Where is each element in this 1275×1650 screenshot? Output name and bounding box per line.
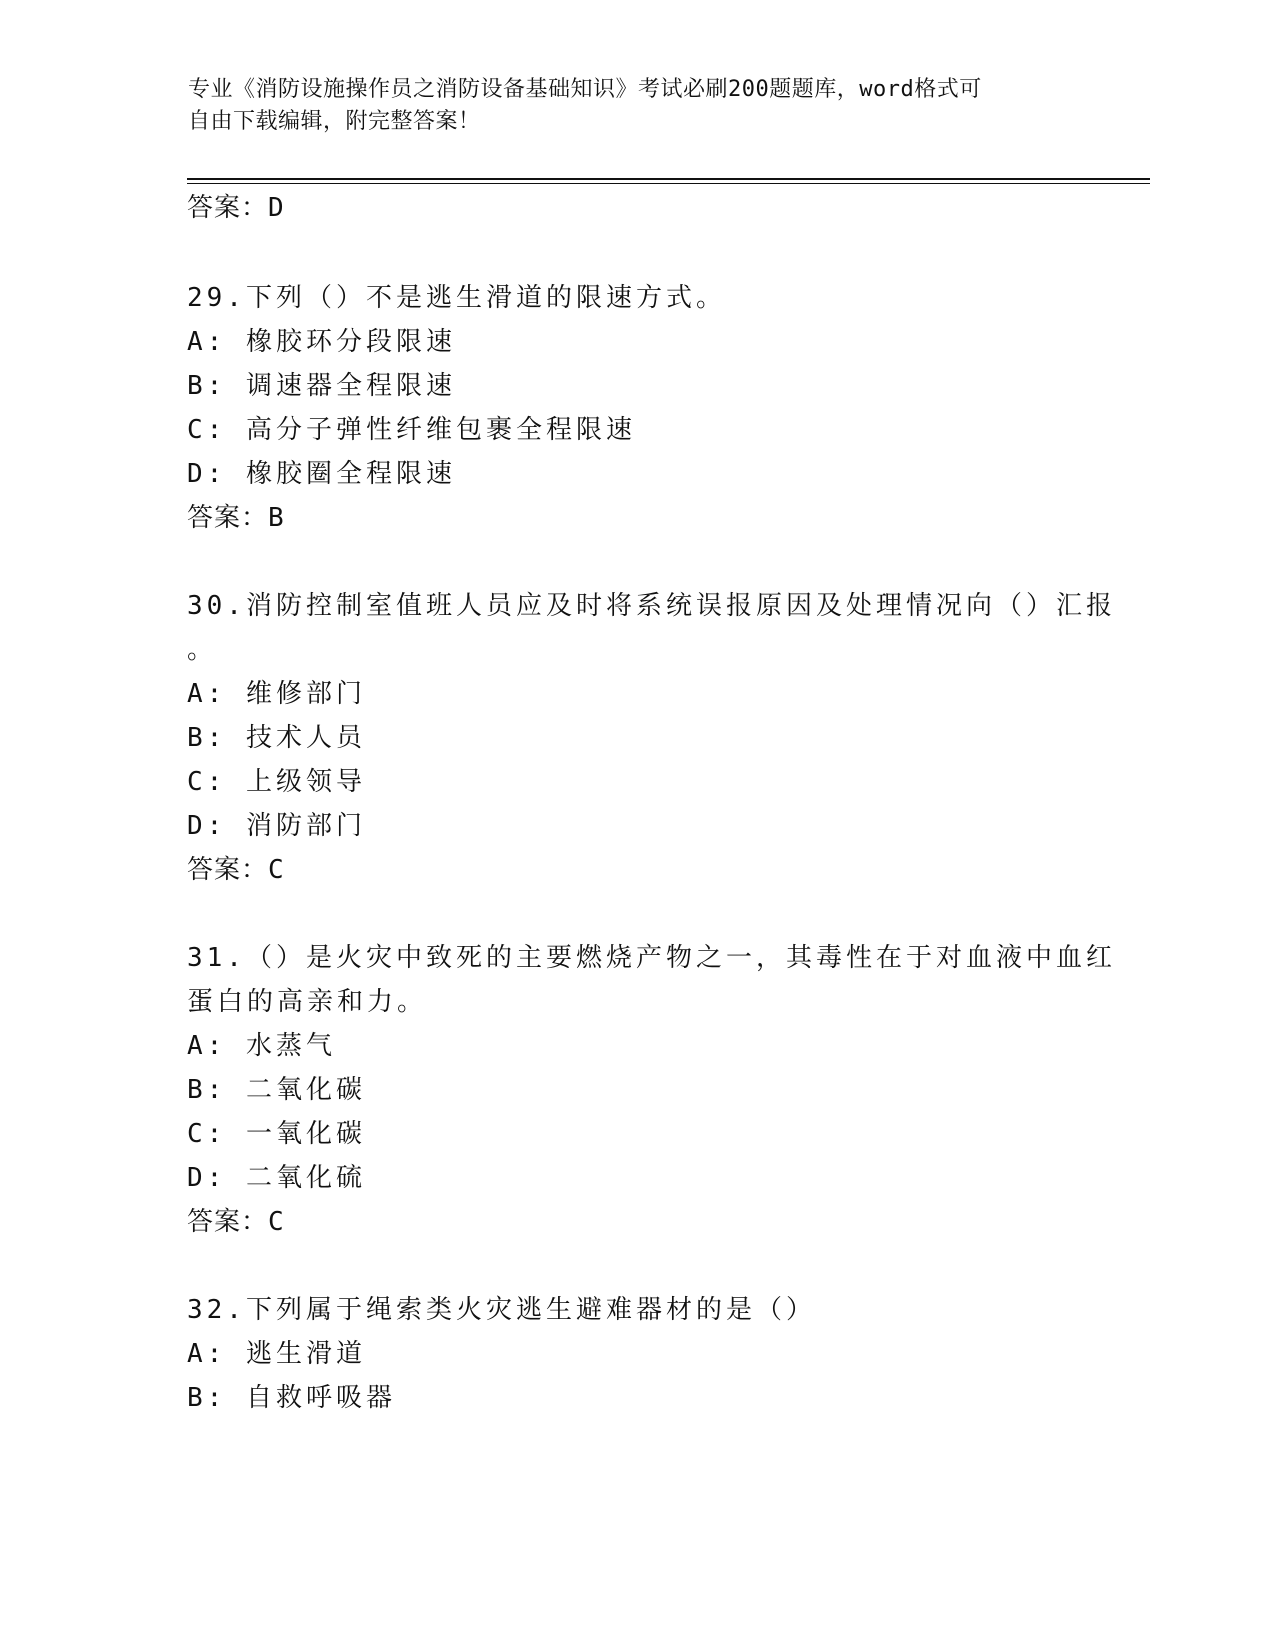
answer-label: 答案： (187, 1207, 269, 1237)
question-stem-31-continued: 蛋白的高亲和力。 (187, 987, 428, 1017)
answer-label: 答案： (187, 193, 269, 223)
answer-line (187, 854, 285, 886)
question-stem-31: 31.（）是火灾中致死的主要燃烧产物之一，其毒性在于对血液中血红 (187, 943, 1116, 973)
header-title-line-1: 专业《消防设施操作员之消防设备基础知识》考试必刷200题题库，word格式可 (188, 77, 982, 102)
document-header (188, 74, 1068, 138)
question-stem-30-continued: 。 (187, 635, 218, 665)
answer-value: B (268, 503, 285, 533)
question-stem-30: 30.消防控制室值班人员应及时将系统误报原因及处理情况向（）汇报 (187, 591, 1116, 621)
option-a: A: 维修部门 (187, 679, 366, 709)
option-b: B: 技术人员 (187, 723, 366, 753)
answer-line (187, 502, 285, 534)
answer-value: C (268, 855, 285, 885)
answer-label: 答案： (187, 855, 269, 885)
option-b: B: 调速器全程限速 (187, 371, 456, 401)
option-b: B: 二氧化碳 (187, 1075, 366, 1105)
option-a: A: 水蒸气 (187, 1031, 336, 1061)
option-c: C: 一氧化碳 (187, 1119, 366, 1149)
answer-label: 答案： (187, 503, 269, 533)
option-d: D: 橡胶圈全程限速 (187, 459, 456, 489)
header-title-line-2: 自由下载编辑，附完整答案！ (188, 109, 481, 134)
option-d: D: 消防部门 (187, 811, 366, 841)
option-a: A: 橡胶环分段限速 (187, 327, 456, 357)
option-b: B: 自救呼吸器 (187, 1383, 396, 1413)
answer-line (187, 192, 285, 224)
option-c: C: 高分子弹性纤维包裹全程限速 (187, 415, 636, 445)
answer-line (187, 1206, 285, 1238)
option-d: D: 二氧化硫 (187, 1163, 366, 1193)
option-c: C: 上级领导 (187, 767, 366, 797)
question-stem-29: 29.下列（）不是逃生滑道的限速方式。 (187, 283, 726, 313)
answer-value: C (268, 1207, 285, 1237)
option-a: A: 逃生滑道 (187, 1339, 366, 1369)
answer-value: D (268, 193, 285, 223)
header-divider-thin (187, 183, 1150, 184)
question-stem-32: 32.下列属于绳索类火灾逃生避难器材的是（） (187, 1295, 816, 1325)
header-divider-thick (187, 178, 1150, 180)
